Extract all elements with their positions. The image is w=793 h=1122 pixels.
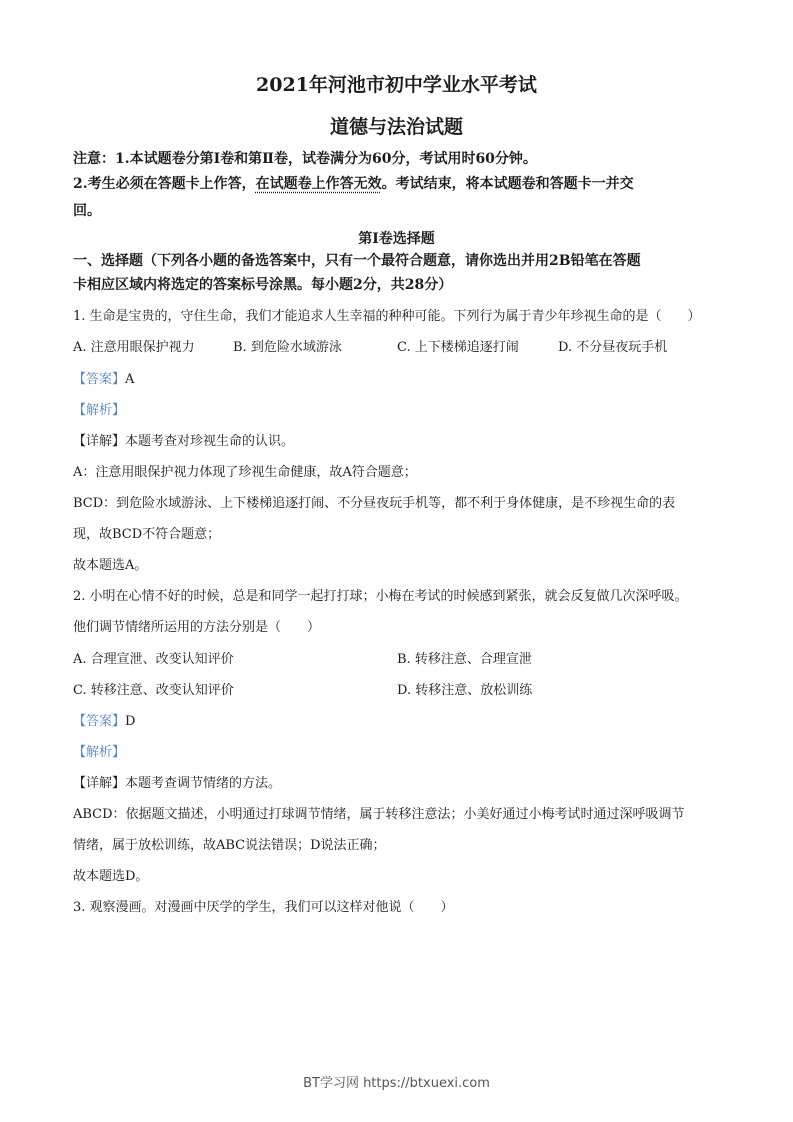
question-3-stem: 3. 观察漫画。对漫画中厌学的学生，我们可以这样对他说（ ） (73, 900, 454, 915)
question-1-detail-1: 【详解】本题考查对珍视生命的认识。 (73, 434, 295, 449)
notice-line-1: 注意：1.本试题卷分第Ⅰ卷和第Ⅱ卷，试卷满分为60分，考试用时60分钟。 (73, 151, 537, 167)
question-1-detail-4: 现，故BCD不符合题意； (73, 527, 221, 542)
answer-label: 【答案】 (73, 714, 126, 729)
question-1-option-c: C. 上下楼梯追逐打闹 (397, 340, 519, 355)
page-subtitle: 道德与法治试题 (329, 116, 463, 138)
question-2-stem-1: 2. 小明在心情不好的时候，总是和同学一起打打球；小梅在考试的时候感到紧张，就会反复做几次深呼吸。 (73, 589, 688, 604)
question-1-stem: 1. 生命是宝贵的，守住生命，我们才能追求人生幸福的种种可能。下列行为属于青少年珍视生命的是（ ） (73, 309, 701, 324)
question-2-option-d: D. 转移注意、放松训练 (397, 683, 533, 698)
question-1-detail-3: BCD：到危险水域游泳、上下楼梯追逐打闹、不分昼夜玩手机等，都不利于身体健康，是不珍视生命的表 (73, 496, 676, 511)
question-2-answer (73, 710, 135, 729)
notice-text: 。考试结束，将本试题卷和答题卡一并交 (381, 176, 634, 192)
section-instructions-1: 一、选择题（下列各小题的备选答案中，只有一个最符合题意，请你选出并用2B铅笔在答题 (73, 253, 641, 269)
question-1-option-d: D. 不分昼夜玩手机 (558, 340, 668, 355)
question-1-answer (73, 368, 134, 387)
question-2-analysis-label: 【解析】 (73, 745, 126, 760)
question-2-detail-3: 情绪，属于放松训练，故ABC说法错误；D说法正确； (73, 838, 386, 853)
answer-label: 【答案】 (73, 372, 126, 387)
question-1-option-a: A. 注意用眼保护视力 (73, 340, 195, 355)
notice-text: 2.考生必须在答题卡上作答， (73, 176, 256, 192)
footer-watermark: BT学习网 https://btxuexi.com (303, 1076, 490, 1091)
question-2-detail-1: 【详解】本题考查调节情绪的方法。 (73, 776, 282, 791)
question-2-detail-2: ABCD：依据题文描述，小明通过打球调节情绪，属于转移注意法；小美好通过小梅考试时通过深呼吸调节 (73, 807, 685, 822)
answer-value: A (125, 372, 135, 387)
section-title: 第Ⅰ卷选择题 (358, 231, 435, 247)
question-1-detail-5: 故本题选A。 (73, 558, 148, 573)
notice-line-2 (73, 173, 634, 193)
section-instructions-2: 卡相应区域内将选定的答案标号涂黑。每小题2分，共28分） (73, 277, 453, 293)
notice-line-3: 回。 (73, 203, 101, 219)
question-2-option-a: A. 合理宣泄、改变认知评价 (73, 652, 234, 667)
question-2-option-c: C. 转移注意、改变认知评价 (73, 683, 234, 698)
answer-value: D (125, 714, 136, 729)
question-2-detail-4: 故本题选D。 (73, 869, 149, 884)
question-1-analysis-label: 【解析】 (73, 403, 126, 418)
question-2-option-b: B. 转移注意、合理宣泄 (397, 652, 532, 667)
page-title: 2021年河池市初中学业水平考试 (256, 74, 537, 96)
notice-emphasis: 在试题卷上作答无效 (255, 176, 382, 192)
question-1-detail-2: A：注意用眼保护视力体现了珍视生命健康，故A符合题意； (73, 465, 417, 480)
question-1-option-b: B. 到危险水域游泳 (233, 340, 342, 355)
question-2-stem-2: 他们调节情绪所运用的方法分别是（ ） (73, 620, 321, 635)
